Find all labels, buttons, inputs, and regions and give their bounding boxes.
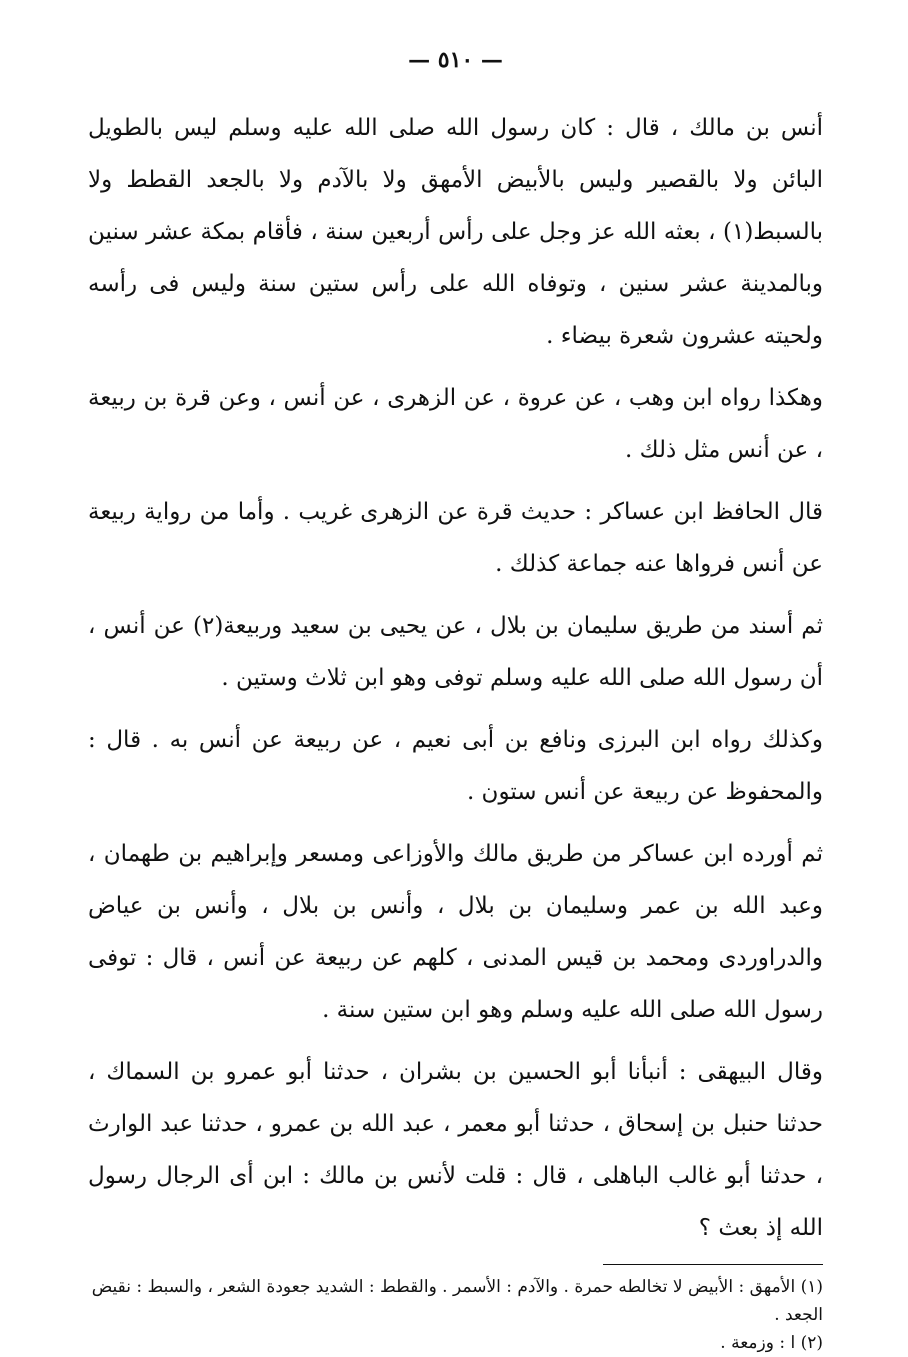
page-number: — ٥١٠ — bbox=[408, 47, 503, 73]
footnote-2: (٢) ا : وزمعة . bbox=[720, 1333, 823, 1353]
paragraph-1: أنس بن مالك ، قال : كان رسول الله صلى الله عليه وسلم ليس بالطويل البائن ولا بالقصير وليس بالأبيض الأمهق ولا بالآدم ولا بالجعد القطط ولا بالسبط(١) ، بعثه الله عز وجل على رأس أربعين سنة ، فأقام بمكة عشر سنين وبالمدينة عشر سنين ، وتوفاه الله على رأس ستين سنة وليس فى رأسه ولحيته عشرون شعرة بيضاء . bbox=[88, 115, 823, 349]
paragraph-6: ثم أورده ابن عساكر من طريق مالك والأوزاعى ومسعر وإبراهيم بن طهمان ، وعبد الله بن عمر وسليمان بن بلال ، وأنس بن بلال ، وأنس بن عياض والدراوردى ومحمد بن قيس المدنى ، كلهم عن ربيعة عن أنس ، قال : توفى رسول الله صلى الله عليه وسلم وهو ابن ستين سنة . bbox=[88, 841, 823, 1023]
main-text bbox=[88, 102, 823, 1254]
book-page bbox=[88, 40, 823, 1353]
paragraph-7: وقال البيهقى : أنبأنا أبو الحسين بن بشران ، حدثنا أبو عمرو بن السماك ، حدثنا حنبل بن إسحاق ، حدثنا أبو معمر ، عبد الله بن عمرو ، حدثنا عبد الوارث ، حدثنا أبو غالب الباهلى ، قال : قلت لأنس بن مالك : ابن أى الرجال رسول الله إذ بعث ؟ bbox=[88, 1059, 823, 1241]
paragraph-2: وهكذا رواه ابن وهب ، عن عروة ، عن الزهرى ، عن أنس ، وعن قرة بن ربيعة ، عن أنس مثل ذلك . bbox=[88, 385, 823, 463]
footnote-1: (١) الأمهق : الأبيض لا تخالطه حمرة . والآدم : الأسمر . والقطط : الشديد جعودة الشعر ، والسبط : نقيض الجعد . bbox=[91, 1277, 823, 1325]
paragraph-3: قال الحافظ ابن عساكر : حديث قرة عن الزهرى غريب . وأما من رواية ربيعة عن أنس فرواها عنه جماعة كذلك . bbox=[88, 499, 823, 577]
paragraph-4: ثم أسند من طريق سليمان بن بلال ، عن يحيى بن سعيد وربيعة(٢) عن أنس ، أن رسول الله صلى الله عليه وسلم توفى وهو ابن ثلاث وستين . bbox=[88, 613, 823, 691]
paragraph-5: وكذلك رواه ابن البرزى ونافع بن أبى نعيم ، عن ربيعة عن أنس به . قال : والمحفوظ عن ربيعة عن أنس ستون . bbox=[88, 727, 823, 805]
footnotes bbox=[88, 1273, 823, 1357]
footnote-divider bbox=[603, 1264, 823, 1265]
